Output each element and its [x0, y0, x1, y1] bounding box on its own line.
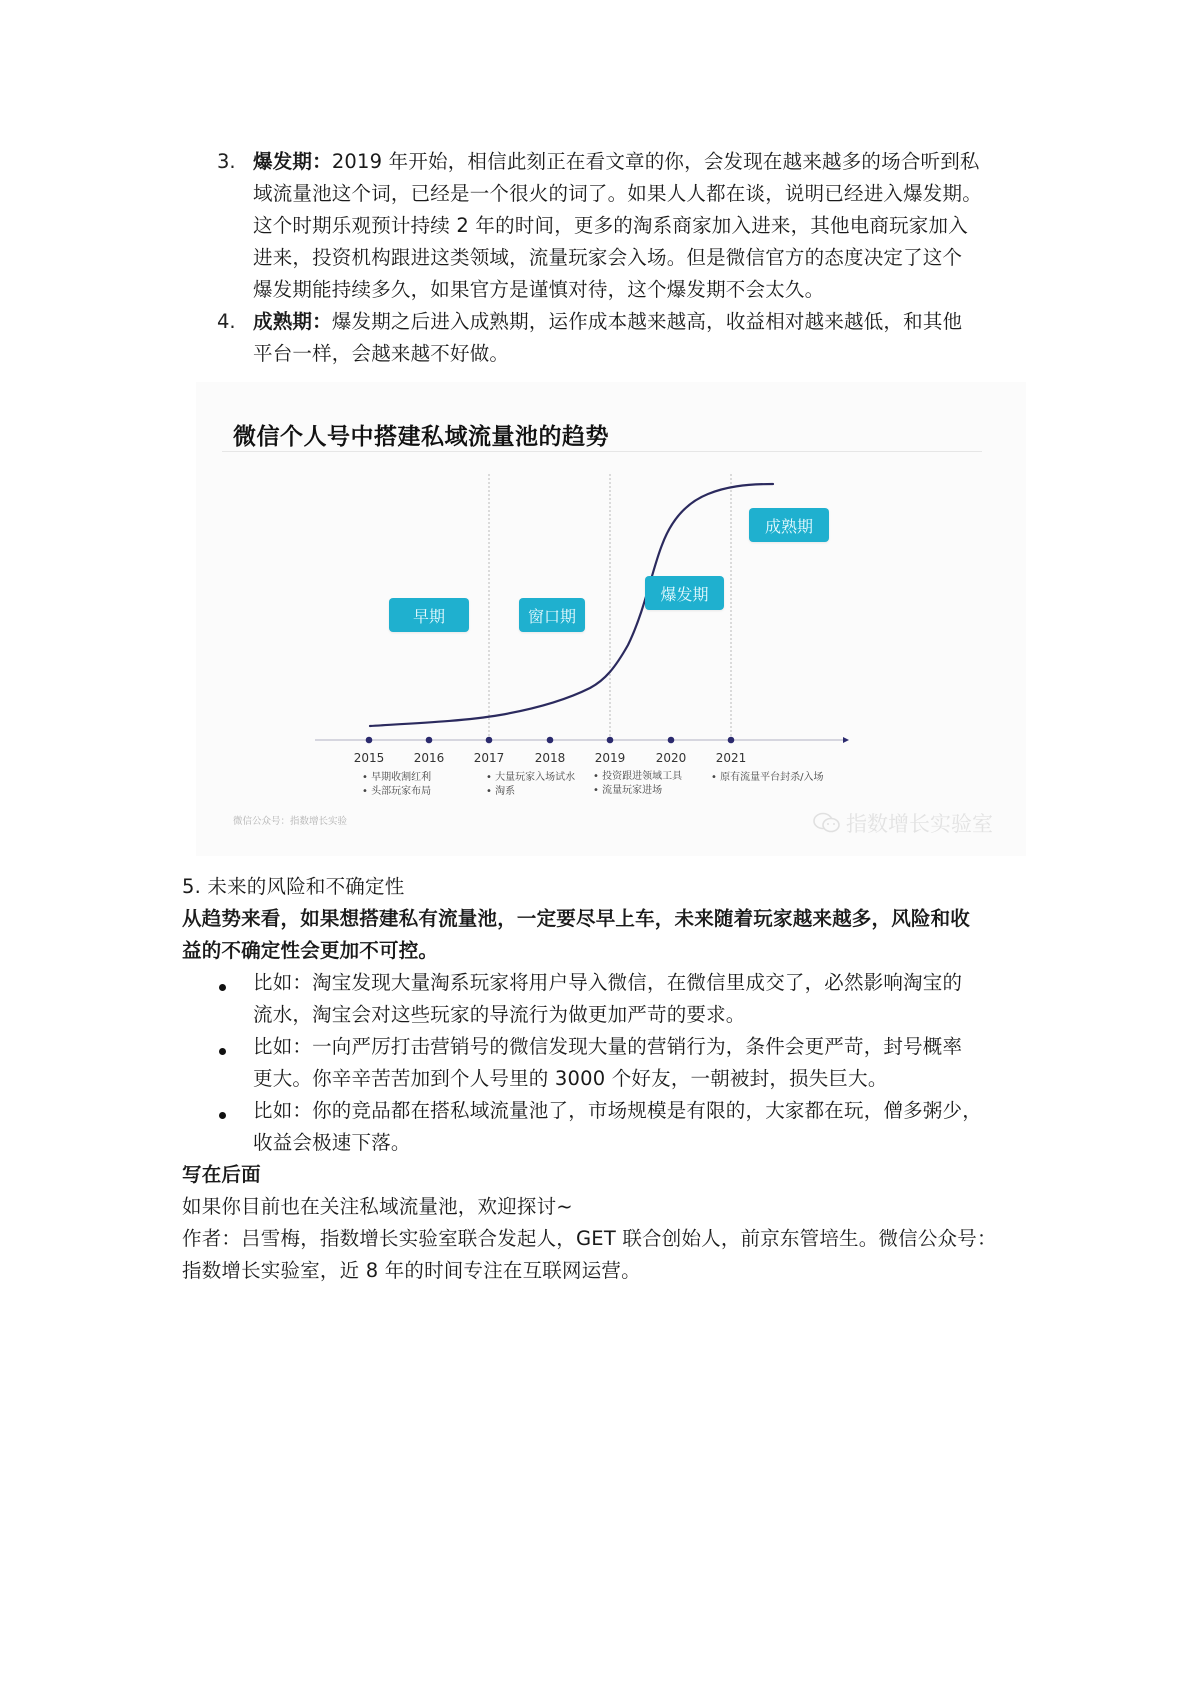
year-label: 2016: [413, 751, 445, 765]
annotation-2017: • 大量玩家入场试水 • 淘系: [486, 772, 576, 797]
afterword-line: 指数增长实验室，近 8 年的时间专注在互联网运营。: [182, 1259, 641, 1282]
year-label: 2020: [655, 751, 687, 765]
bullet-icon: [219, 1048, 226, 1055]
phase-box-burst: 爆发期: [645, 576, 724, 610]
year-label: 2017: [473, 751, 505, 765]
afterword-line: 如果你目前也在关注私域流量池，欢迎探讨~: [182, 1195, 573, 1218]
wechat-icon: [812, 811, 842, 835]
list-number: 3.: [217, 150, 236, 173]
bullet-line: 收益会极速下落。: [253, 1131, 411, 1154]
phase-box-mature: 成熟期: [749, 508, 829, 542]
list-number: 4.: [217, 310, 236, 333]
year-label: 2018: [534, 751, 566, 765]
list-line: 域流量池这个词，已经是一个很火的词了。如果人人都在谈，说明已经进入爆发期。: [253, 182, 982, 205]
term-label: 成熟期：: [253, 310, 332, 333]
section-summary: 从趋势来看，如果想搭建私有流量池，一定要尽早上车，未来随着玩家越来越多，风险和收: [182, 907, 971, 930]
list-line: 进来，投资机构跟进这类领域，流量玩家会入场。但是微信官方的态度决定了这个: [253, 246, 963, 269]
year-label: 2021: [715, 751, 747, 765]
axis-arrow-icon: [843, 737, 849, 743]
bullet-line: 比如：一向严厉打击营销号的微信发现大量的营销行为，条件会更严苛，封号概率: [253, 1035, 963, 1058]
section-heading: 5. 未来的风险和不确定性: [182, 875, 405, 898]
year-label: 2019: [594, 751, 626, 765]
afterword-line: 作者：吕雪梅，指数增长实验室联合发起人，GET 联合创始人，前京东管培生。微信公众号：: [182, 1227, 997, 1250]
phase-box-early: 早期: [389, 598, 469, 632]
annotation-2019: • 投资跟进领域工具 • 流量玩家进场: [593, 771, 683, 796]
list-line: 爆发期能持续多久，如果官方是谨慎对待，这个爆发期不会太久。: [253, 278, 825, 301]
bullet-line: 流水，淘宝会对这些玩家的导流行为做更加严苛的要求。: [253, 1003, 746, 1026]
bullet-icon: [219, 1112, 226, 1119]
bullet-line: 比如：你的竞品都在搭私域流量池了，市场规模是有限的，大家都在玩，僧多粥少，: [253, 1099, 982, 1122]
bullet-line: 更大。你辛辛苦苦加到个人号里的 3000 个好友，一朝被封，损失巨大。: [253, 1067, 888, 1090]
bullet-icon: [219, 984, 226, 991]
list-line: 成熟期：爆发期之后进入成熟期，运作成本越来越高，收益相对越来越低，和其他: [253, 310, 963, 333]
list-line: 爆发期：2019 年开始，相信此刻正在看文章的你，会发现在越来越多的场合听到私: [253, 150, 980, 173]
list-line: 平台一样，会越来越不好做。: [253, 342, 510, 365]
annotation-2015: • 早期收割红利 • 头部玩家布局: [362, 772, 432, 797]
bullet-line: 比如：淘宝发现大量淘系玩家将用户导入微信，在微信里成交了，必然影响淘宝的: [253, 971, 963, 994]
phase-box-window: 窗口期: [519, 598, 585, 632]
annotation-2021: • 原有流量平台封杀/入场: [711, 772, 824, 783]
afterword-heading: 写在后面: [182, 1163, 261, 1186]
term-label: 爆发期：: [253, 150, 332, 173]
list-line: 这个时期乐观预计持续 2 年的时间，更多的淘系商家加入进来，其他电商玩家加入: [253, 214, 968, 237]
year-label: 2015: [353, 751, 385, 765]
figure-watermark: 指数增长实验室: [812, 808, 993, 838]
section-summary: 益的不确定性会更加不可控。: [182, 939, 439, 962]
figure-source-note: 微信公众号：指数增长实验: [233, 816, 348, 827]
figure-title: 微信个人号中搭建私域流量池的趋势: [233, 424, 609, 450]
